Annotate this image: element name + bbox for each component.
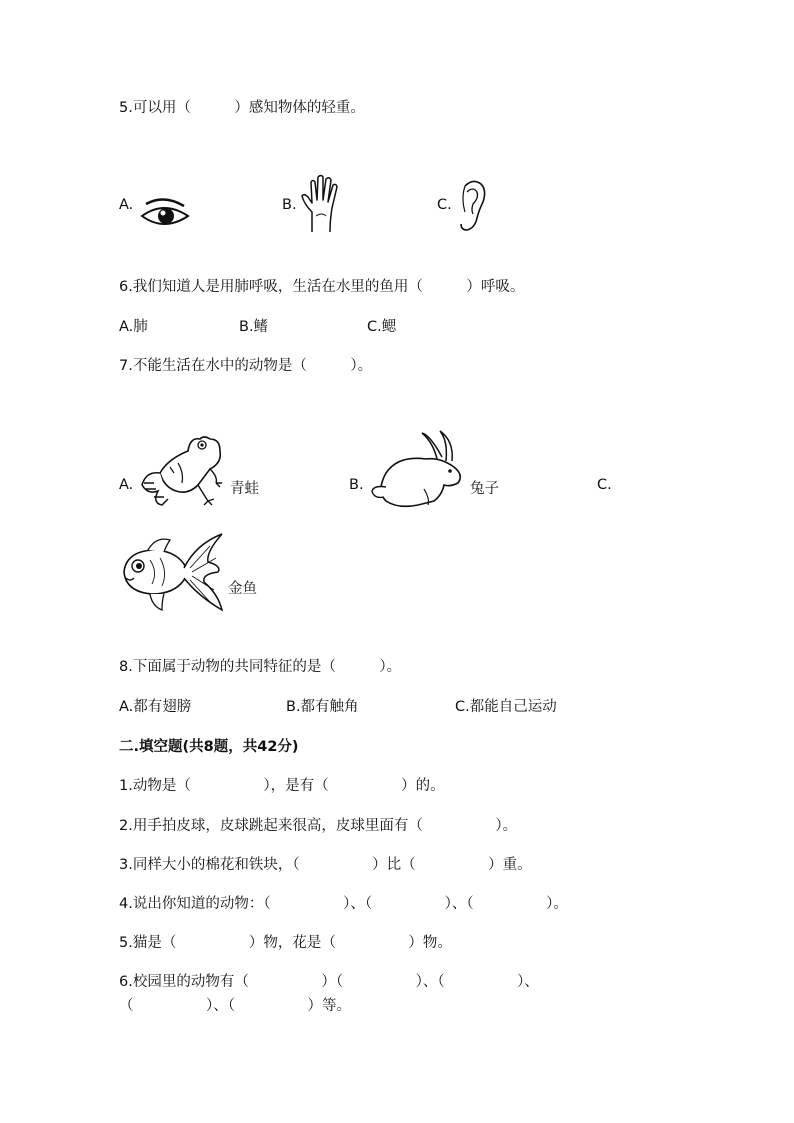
goldfish-icon (118, 532, 226, 612)
q7-option-b-label: 兔子 (470, 481, 499, 497)
hand-icon (298, 172, 348, 234)
q7-option-c-label: 金鱼 (228, 581, 257, 597)
eye-icon (138, 196, 192, 232)
fill-item-1: 1.动物是（ ），是有（ ）的。 (119, 778, 445, 794)
q5-option-a-letter: A. (119, 197, 134, 213)
q7-stem: 7.不能生活在水中的动物是（ ）。 (119, 358, 373, 374)
q6-option-c: C.鳃 (367, 319, 397, 335)
q7-option-a-letter: A. (119, 477, 134, 493)
fill-item-4: 4.说出你知道的动物：（ ）、（ ）、（ ）。 (119, 896, 568, 912)
fill-item-3: 3.同样大小的棉花和铁块，（ ）比（ ）重。 (119, 857, 532, 873)
q8-option-c: C.都能自己运动 (455, 699, 557, 715)
fill-item-6-line-1: 6.校园里的动物有（ ）（ ）、（ ）、 (119, 974, 539, 990)
q5-option-b-letter: B. (282, 197, 297, 213)
section2-heading: 二.填空题(共8题，共42分) (119, 739, 299, 755)
q7-option-c-letter: C. (597, 477, 612, 493)
ear-icon (455, 178, 489, 234)
q5-stem: 5.可以用（ ）感知物体的轻重。 (119, 100, 365, 116)
rabbit-icon (364, 429, 470, 511)
q8-option-b: B.都有触角 (286, 699, 359, 715)
fill-item-2: 2.用手拍皮球，皮球跳起来很高，皮球里面有（ ）。 (119, 818, 518, 834)
q7-option-b-letter: B. (349, 477, 364, 493)
q8-stem: 8.下面属于动物的共同特征的是（ ）。 (119, 659, 402, 675)
frog-icon (138, 433, 226, 509)
q7-option-a-label: 青蛙 (230, 481, 259, 497)
q6-stem: 6.我们知道人是用肺呼吸，生活在水里的鱼用（ ）呼吸。 (119, 279, 525, 295)
fill-item-6-line-2: （ ）、（ ）等。 (119, 998, 351, 1014)
q5-option-c-letter: C. (437, 197, 452, 213)
q6-option-b: B.鳍 (239, 319, 269, 335)
q8-option-a: A.都有翅膀 (119, 699, 192, 715)
q6-option-a: A.肺 (119, 319, 148, 335)
fill-item-5: 5.猫是（ ）物，花是（ ）物。 (119, 935, 452, 951)
